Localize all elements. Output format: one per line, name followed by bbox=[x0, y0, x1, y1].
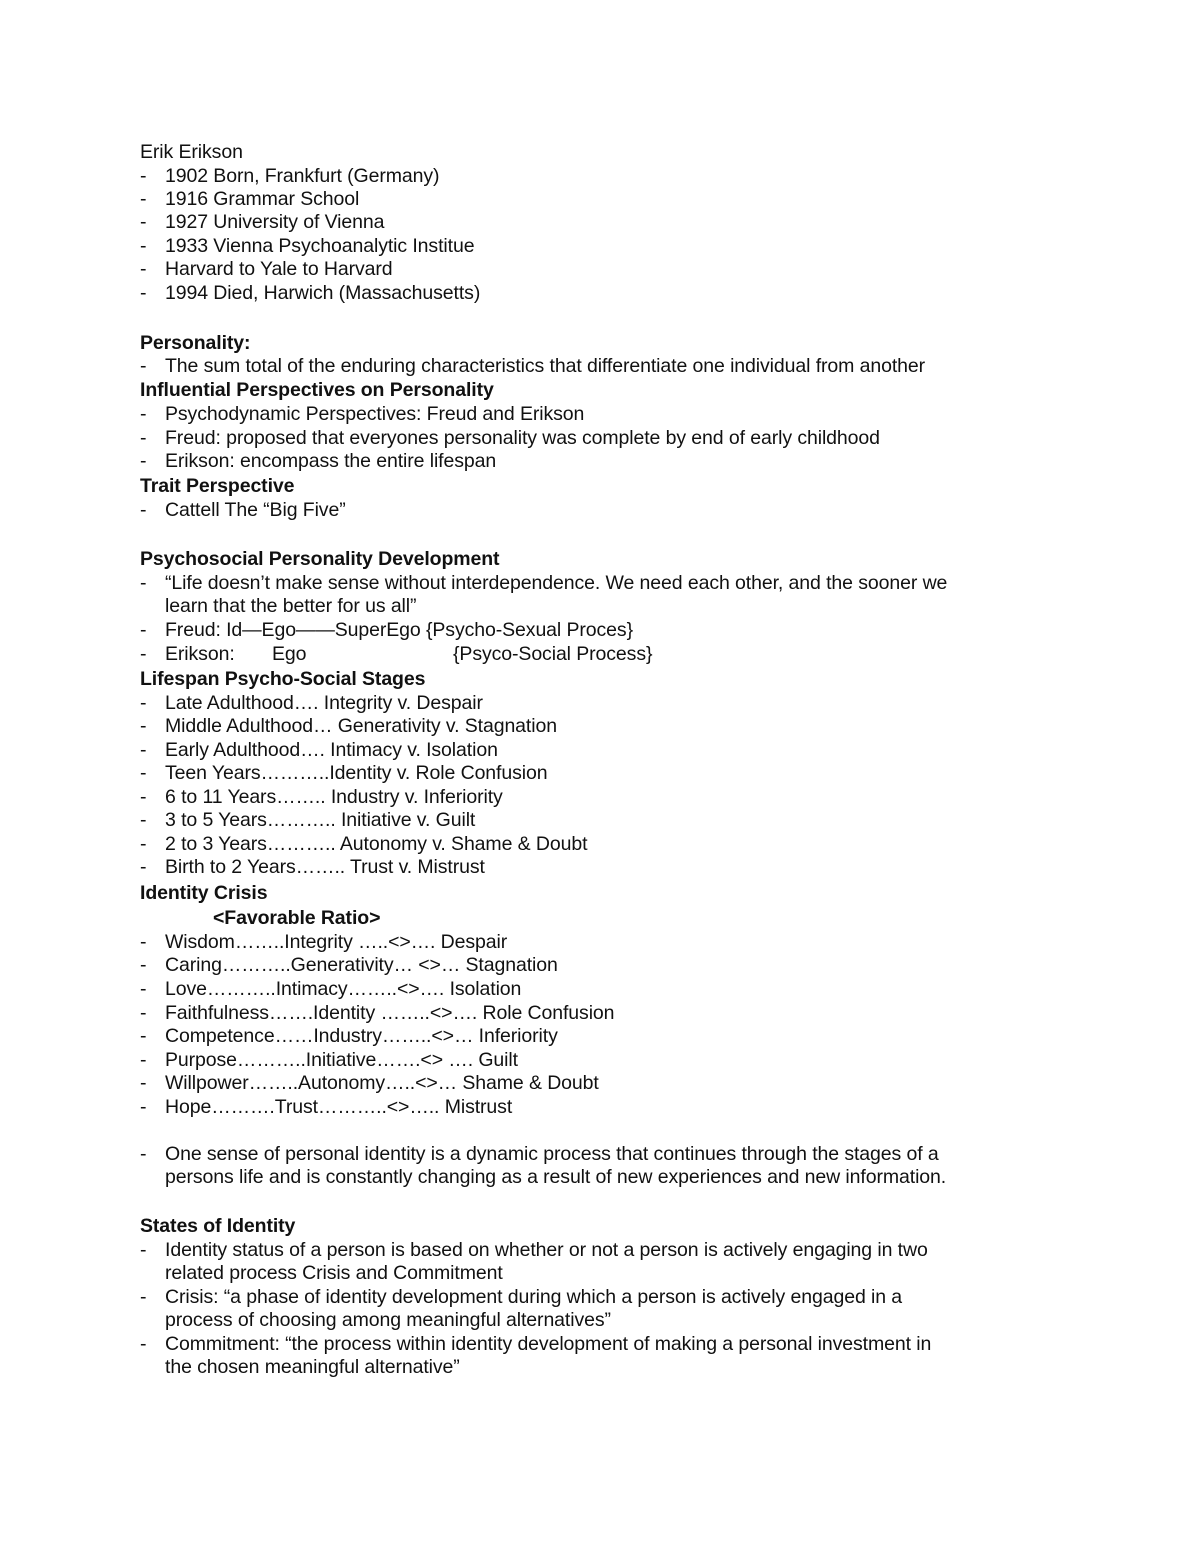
bio-item: 1916 Grammar School bbox=[165, 188, 360, 210]
bullet-dash: - bbox=[140, 856, 147, 878]
states-item: Identity status of a person is based on whether or not a person is actively engaging in two bbox=[165, 1239, 928, 1261]
bio-item: Harvard to Yale to Harvard bbox=[165, 258, 393, 280]
crisis-item: Caring………..Generativity… <>… Stagnation bbox=[165, 954, 558, 976]
crisis-note: One sense of personal identity is a dynamic process that continues through the stages of a bbox=[165, 1143, 939, 1165]
bio-item: 1927 University of Vienna bbox=[165, 211, 385, 233]
section-title-crisis: Identity Crisis bbox=[140, 882, 268, 904]
bullet-dash: - bbox=[140, 1143, 147, 1165]
stage-item: Middle Adulthood… Generativity v. Stagnation bbox=[165, 715, 557, 737]
bullet-dash: - bbox=[140, 282, 147, 304]
influential-item: Erikson: encompass the entire lifespan bbox=[165, 450, 497, 472]
bullet-dash: - bbox=[140, 833, 147, 855]
bullet-dash: - bbox=[140, 978, 147, 1000]
crisis-subtitle: <Favorable Ratio> bbox=[213, 907, 381, 929]
bullet-dash: - bbox=[140, 762, 147, 784]
influential-item: Psychodynamic Perspectives: Freud and Erikson bbox=[165, 403, 585, 425]
bullet-dash: - bbox=[140, 739, 147, 761]
bullet-dash: - bbox=[140, 715, 147, 737]
trait-item: Cattell The “Big Five” bbox=[165, 499, 346, 521]
stage-item: Teen Years………..Identity v. Role Confusion bbox=[165, 762, 548, 784]
psychosocial-freud: Freud: Id—Ego——SuperEgo {Psycho-Sexual Proces} bbox=[165, 619, 633, 641]
crisis-item: Love………..Intimacy……..<>…. Isolation bbox=[165, 978, 522, 1000]
bullet-dash: - bbox=[140, 165, 147, 187]
crisis-item: Willpower……..Autonomy…..<>… Shame & Doubt bbox=[165, 1072, 599, 1094]
bullet-dash: - bbox=[140, 450, 147, 472]
psychosocial-quote: “Life doesn’t make sense without interdependence. We need each other, and the sooner we bbox=[165, 572, 948, 594]
bullet-dash: - bbox=[140, 954, 147, 976]
bullet-dash: - bbox=[140, 619, 147, 641]
crisis-item: Faithfulness…….Identity ……..<>…. Role Confusion bbox=[165, 1002, 615, 1024]
influential-item: Freud: proposed that everyones personality was complete by end of early childhood bbox=[165, 427, 880, 449]
states-item-cont: the chosen meaningful alternative” bbox=[165, 1356, 460, 1378]
stage-item: Late Adulthood…. Integrity v. Despair bbox=[165, 692, 483, 714]
bio-item: 1994 Died, Harwich (Massachusetts) bbox=[165, 282, 481, 304]
crisis-item: Purpose………..Initiative…….<> …. Guilt bbox=[165, 1049, 518, 1071]
section-title-psychosocial: Psychosocial Personality Development bbox=[140, 548, 500, 570]
bullet-dash: - bbox=[140, 809, 147, 831]
section-title-trait: Trait Perspective bbox=[140, 475, 295, 497]
bullet-dash: - bbox=[140, 1333, 147, 1355]
states-item: Crisis: “a phase of identity development during which a person is actively engaged in a bbox=[165, 1286, 903, 1308]
stage-item: Birth to 2 Years…….. Trust v. Mistrust bbox=[165, 856, 485, 878]
section-title-personality: Personality: bbox=[140, 332, 251, 354]
psychosocial-erikson-ego: Ego bbox=[272, 643, 307, 665]
bullet-dash: - bbox=[140, 572, 147, 594]
bullet-dash: - bbox=[140, 355, 147, 377]
bullet-dash: - bbox=[140, 188, 147, 210]
crisis-item: Hope……….Trust………..<>….. Mistrust bbox=[165, 1096, 513, 1118]
bio-item: 1933 Vienna Psychoanalytic Institue bbox=[165, 235, 475, 257]
bullet-dash: - bbox=[140, 1239, 147, 1261]
bullet-dash: - bbox=[140, 1025, 147, 1047]
states-item: Commitment: “the process within identity development of making a personal investment in bbox=[165, 1333, 932, 1355]
bullet-dash: - bbox=[140, 643, 147, 665]
crisis-item: Competence……Industry……..<>… Inferiority bbox=[165, 1025, 558, 1047]
crisis-note-cont: persons life and is constantly changing as a result of new experiences and new information. bbox=[165, 1166, 947, 1188]
bullet-dash: - bbox=[140, 692, 147, 714]
bullet-dash: - bbox=[140, 1072, 147, 1094]
bullet-dash: - bbox=[140, 1002, 147, 1024]
bullet-dash: - bbox=[140, 786, 147, 808]
bullet-dash: - bbox=[140, 235, 147, 257]
stage-item: Early Adulthood…. Intimacy v. Isolation bbox=[165, 739, 498, 761]
stage-item: 6 to 11 Years…….. Industry v. Inferiority bbox=[165, 786, 503, 808]
states-item-cont: process of choosing among meaningful alternatives” bbox=[165, 1309, 611, 1331]
bullet-dash: - bbox=[140, 1096, 147, 1118]
bullet-dash: - bbox=[140, 499, 147, 521]
bio-item: 1902 Born, Frankfurt (Germany) bbox=[165, 165, 440, 187]
psychosocial-erikson-process: {Psyco-Social Process} bbox=[453, 643, 653, 665]
bullet-dash: - bbox=[140, 1286, 147, 1308]
bullet-dash: - bbox=[140, 931, 147, 953]
section-title-influential: Influential Perspectives on Personality bbox=[140, 379, 494, 401]
states-item-cont: related process Crisis and Commitment bbox=[165, 1262, 503, 1284]
psychosocial-erikson-label: Erikson: bbox=[165, 643, 235, 665]
psychosocial-quote-cont: learn that the better for us all” bbox=[165, 595, 417, 617]
personality-item: The sum total of the enduring characteristics that differentiate one individual from another bbox=[165, 355, 926, 377]
bullet-dash: - bbox=[140, 403, 147, 425]
bullet-dash: - bbox=[140, 258, 147, 280]
bullet-dash: - bbox=[140, 211, 147, 233]
bullet-dash: - bbox=[140, 427, 147, 449]
page-heading: Erik Erikson bbox=[140, 141, 243, 163]
crisis-item: Wisdom……..Integrity …..<>…. Despair bbox=[165, 931, 508, 953]
section-title-stages: Lifespan Psycho-Social Stages bbox=[140, 668, 426, 690]
section-title-states: States of Identity bbox=[140, 1215, 296, 1237]
stage-item: 3 to 5 Years……….. Initiative v. Guilt bbox=[165, 809, 476, 831]
stage-item: 2 to 3 Years……….. Autonomy v. Shame & Doubt bbox=[165, 833, 588, 855]
bullet-dash: - bbox=[140, 1049, 147, 1071]
